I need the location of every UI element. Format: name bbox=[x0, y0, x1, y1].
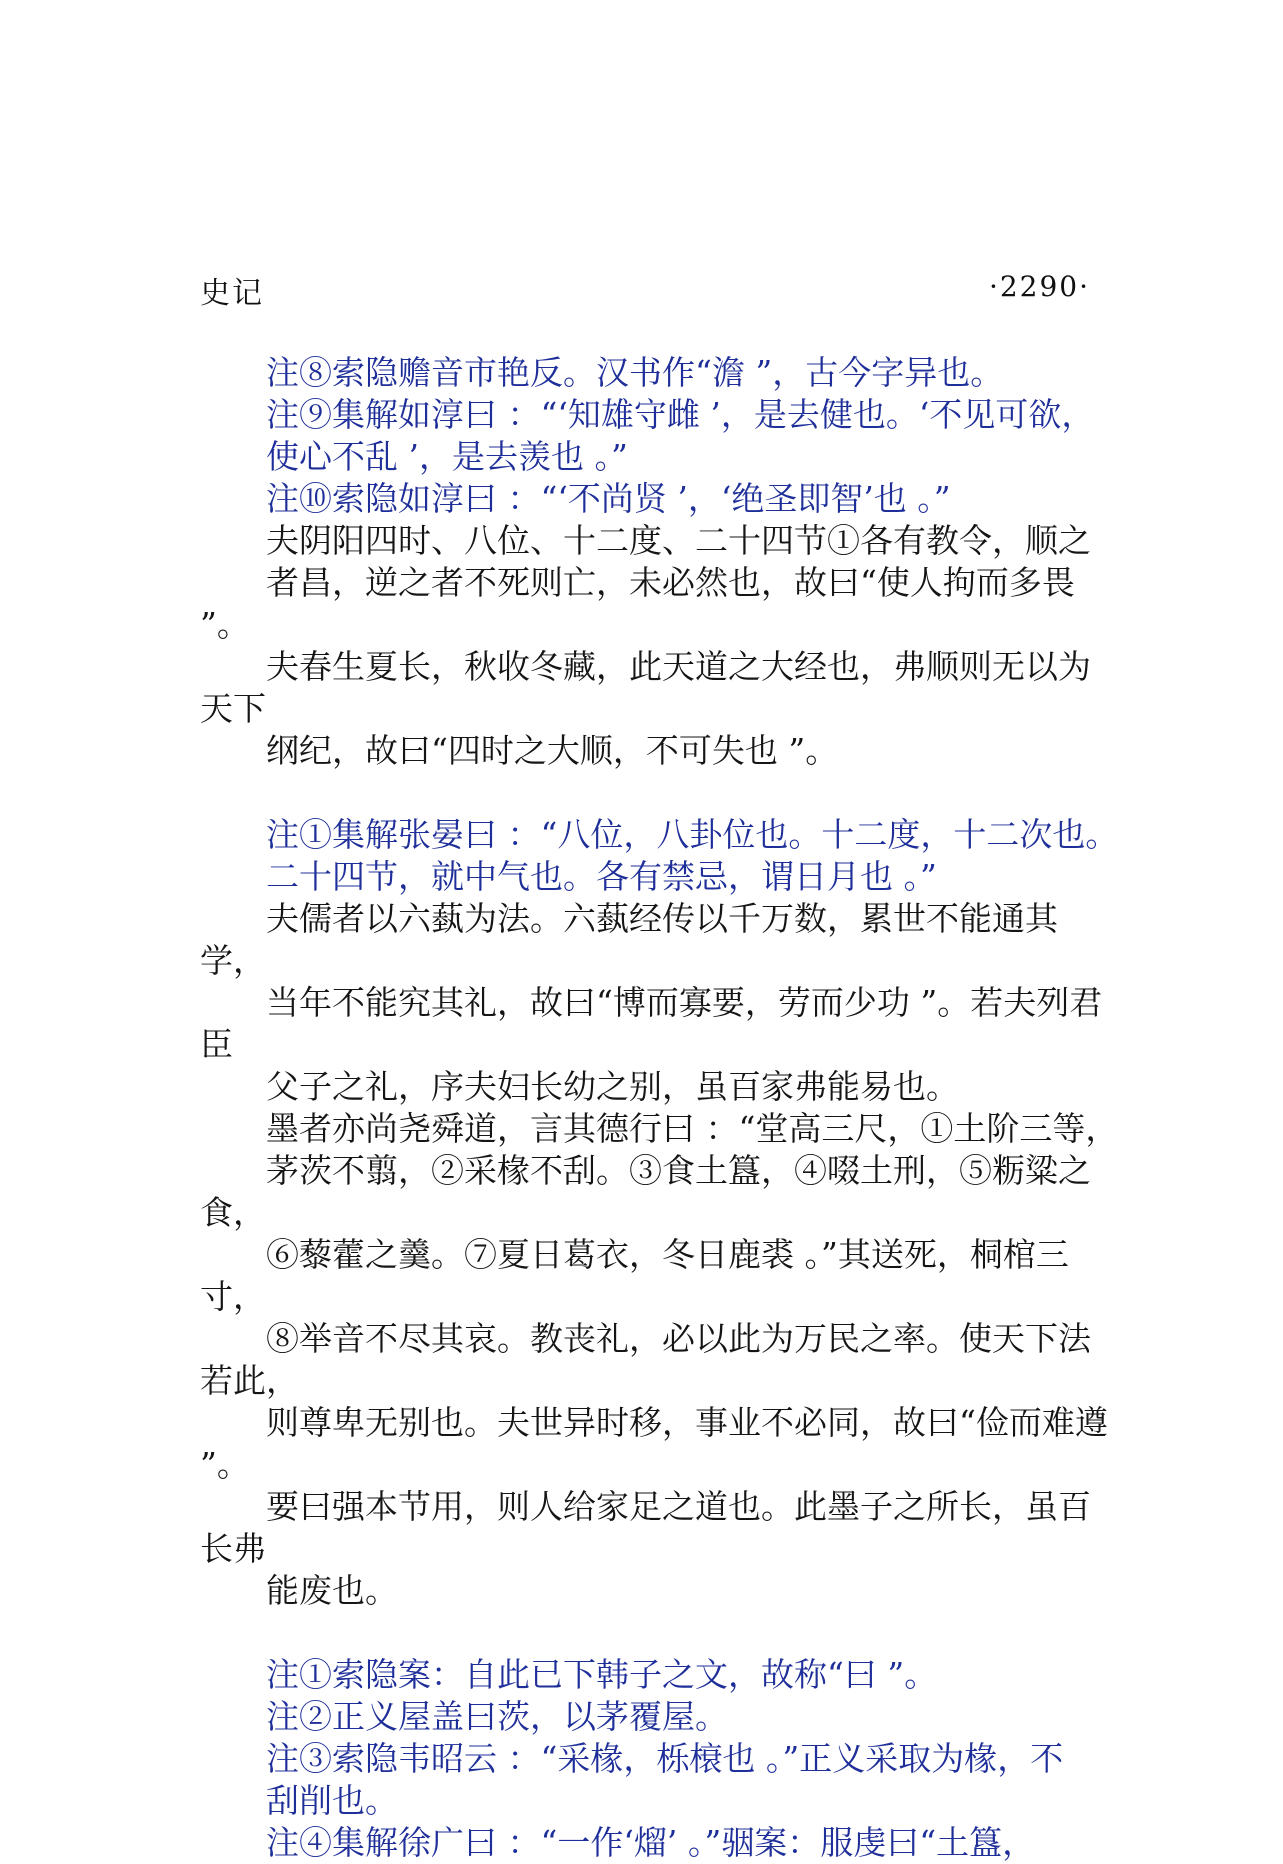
annotation-paragraph bbox=[200, 1738, 1120, 1822]
text-paragraph bbox=[200, 520, 1120, 772]
text-line: 注①集解张晏曰 ：“八位，八卦位也。十二度，十二次也。 bbox=[266, 815, 1119, 854]
annotation-paragraph bbox=[200, 1696, 1120, 1738]
text-line: 墨者亦尚尧舜道，言其德行曰 ：“堂高三尺，①土阶三等， bbox=[266, 1109, 1119, 1148]
book-title: 史记 bbox=[200, 276, 264, 311]
annotation-paragraph bbox=[200, 352, 1120, 394]
text-line: 注⑨集解如淳曰 ：“‘知雄守雌 ’，是去健也。‘不见可欲， bbox=[266, 395, 1095, 434]
text-paragraph bbox=[200, 1108, 1120, 1612]
annotation-paragraph bbox=[200, 1654, 1120, 1696]
text-line: 使心不乱 ’，是去羡也 。” bbox=[266, 437, 628, 476]
text-paragraph bbox=[200, 898, 1120, 1108]
text-line: 注①索隐案：自此已下韩子之文，故称“曰 ”。 bbox=[266, 1655, 938, 1694]
text-line: 纲纪，故曰“四时之大顺，不可失也 ”。 bbox=[266, 731, 839, 770]
text-line: 则尊卑无别也。夫世异时移，事业不必同，故曰“俭而难遵 ”。 bbox=[200, 1403, 1108, 1484]
text-line: 注②正义屋盖曰茨，以茅覆屋。 bbox=[266, 1697, 728, 1736]
text-line: 能废也。 bbox=[266, 1571, 398, 1610]
text-line: 夫春生夏长，秋收冬藏，此天道之大经也，弗顺则无以为天下 bbox=[200, 647, 1091, 728]
text-line: 夫阴阳四时、八位、十二度、二十四节①各有教令，顺之 bbox=[266, 521, 1091, 560]
text-line: 父子之礼，序夫妇长幼之别，虽百家弗能易也。 bbox=[266, 1067, 959, 1106]
text-line: 注⑧索隐赡音市艳反。汉书作“澹 ”，古今字异也。 bbox=[266, 353, 1004, 392]
text-line: 注⑩索隐如淳曰 ：“‘不尚贤 ’，‘绝圣即智’也 。” bbox=[266, 479, 951, 518]
page-header bbox=[200, 268, 1090, 311]
annotation-paragraph bbox=[200, 478, 1120, 520]
annotation-paragraph bbox=[200, 394, 1120, 478]
text-line: 当年不能究其礼，故曰“博而寡要，劳而少功 ”。若夫列君臣 bbox=[200, 983, 1103, 1064]
text-line: ⑥藜藿之羹。⑦夏日葛衣，冬日鹿裘 。”其送死，桐棺三寸， bbox=[200, 1235, 1069, 1316]
page-number: ·2290· bbox=[988, 270, 1090, 303]
text-line: 要曰强本节用，则人给家足之道也。此墨子之所长，虽百长弗 bbox=[200, 1487, 1091, 1568]
text-line: ⑧举音不尽其哀。教丧礼，必以此为万民之率。使天下法若此， bbox=[200, 1319, 1091, 1400]
annotation-paragraph bbox=[200, 1822, 1120, 1864]
text-line: 注③索隐韦昭云 ：“采椽，栎榱也 。”正义采取为椽，不 bbox=[266, 1739, 1064, 1778]
page-body bbox=[200, 352, 1120, 1864]
annotation-paragraph bbox=[200, 814, 1120, 898]
text-line: 夫儒者以六蓺为法。六蓺经传以千万数，累世不能通其学， bbox=[200, 899, 1058, 980]
text-line: 注④集解徐广曰 ：“一作‘熘’ 。”骃案：服虔曰“土簋， bbox=[266, 1823, 1036, 1862]
text-line: 刮削也。 bbox=[266, 1781, 398, 1820]
text-line: 茅茨不翦，②采椽不刮。③食土簋，④啜土刑，⑤粝粱之食， bbox=[200, 1151, 1091, 1232]
text-line: 者昌，逆之者不死则亡，未必然也，故曰“使人拘而多畏 ”。 bbox=[200, 563, 1075, 644]
text-line: 二十四节，就中气也。各有禁忌，谓日月也 。” bbox=[266, 857, 937, 896]
